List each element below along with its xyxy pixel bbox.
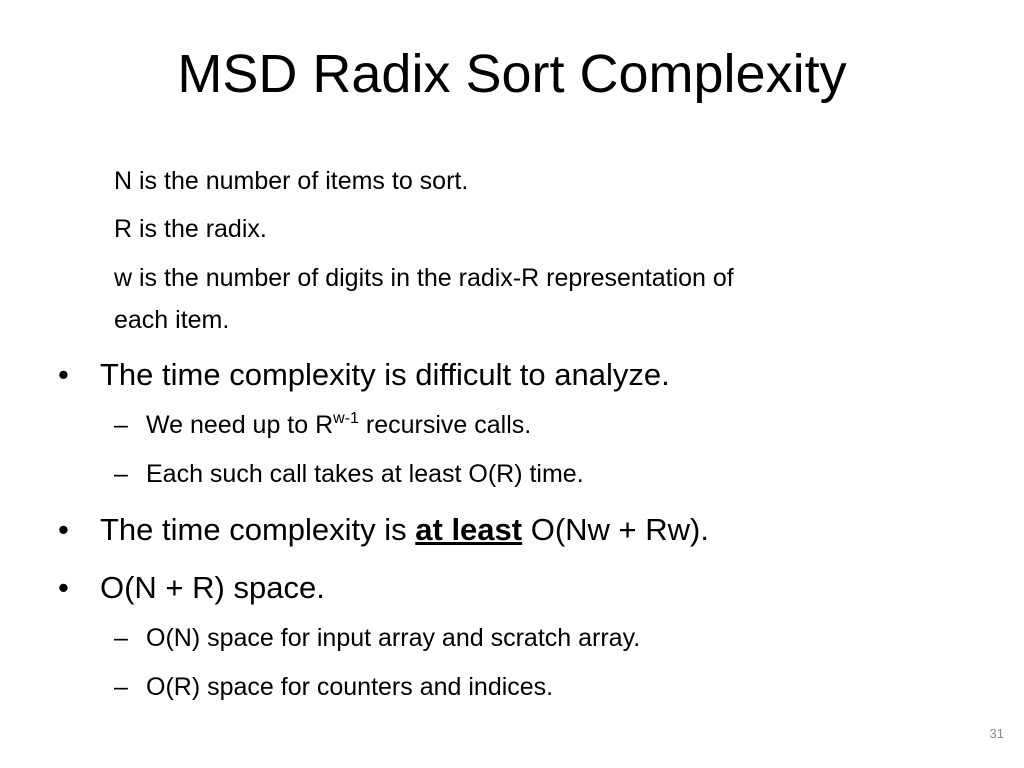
bullet-marker: • [58, 570, 69, 605]
bullet-text-suffix: O(Nw + Rw). [522, 512, 709, 547]
sub-bullet-text: Each such call takes at least O(R) time. [146, 460, 584, 488]
sub-bullet-marker: – [114, 673, 128, 701]
sub-bullet-text: O(R) space for counters and indices. [146, 673, 554, 701]
definition-n: N is the number of items to sort. [114, 167, 469, 195]
bullet-marker: • [58, 357, 69, 392]
exponent: w-1 [333, 410, 359, 427]
recursive-calls-suffix: recursive calls. [358, 411, 532, 439]
bullet-text: The time complexity is difficult to analyze. [100, 357, 670, 392]
sub-bullet-text [146, 409, 531, 442]
slide-title: MSD Radix Sort Complexity [177, 44, 847, 104]
definition-r: R is the radix. [114, 215, 267, 243]
bullet-text [100, 510, 709, 550]
bullet-text-prefix: The time complexity is [100, 512, 416, 547]
page-number: 31 [989, 726, 1004, 741]
definition-w: w is the number of digits in the radix-R representation of [114, 264, 734, 292]
sub-bullet-marker: – [114, 624, 128, 652]
sub-bullet-marker: – [114, 411, 128, 439]
emphasis-at-least: at least [415, 512, 523, 547]
sub-bullet-text: O(N) space for input array and scratch array. [146, 624, 641, 652]
sub-bullet-marker: – [114, 460, 128, 488]
bullet-text: O(N + R) space. [100, 570, 325, 605]
definition-w-continued: each item. [114, 306, 230, 334]
bullet-marker: • [58, 512, 69, 547]
recursive-calls-prefix: We need up to R [146, 411, 334, 439]
